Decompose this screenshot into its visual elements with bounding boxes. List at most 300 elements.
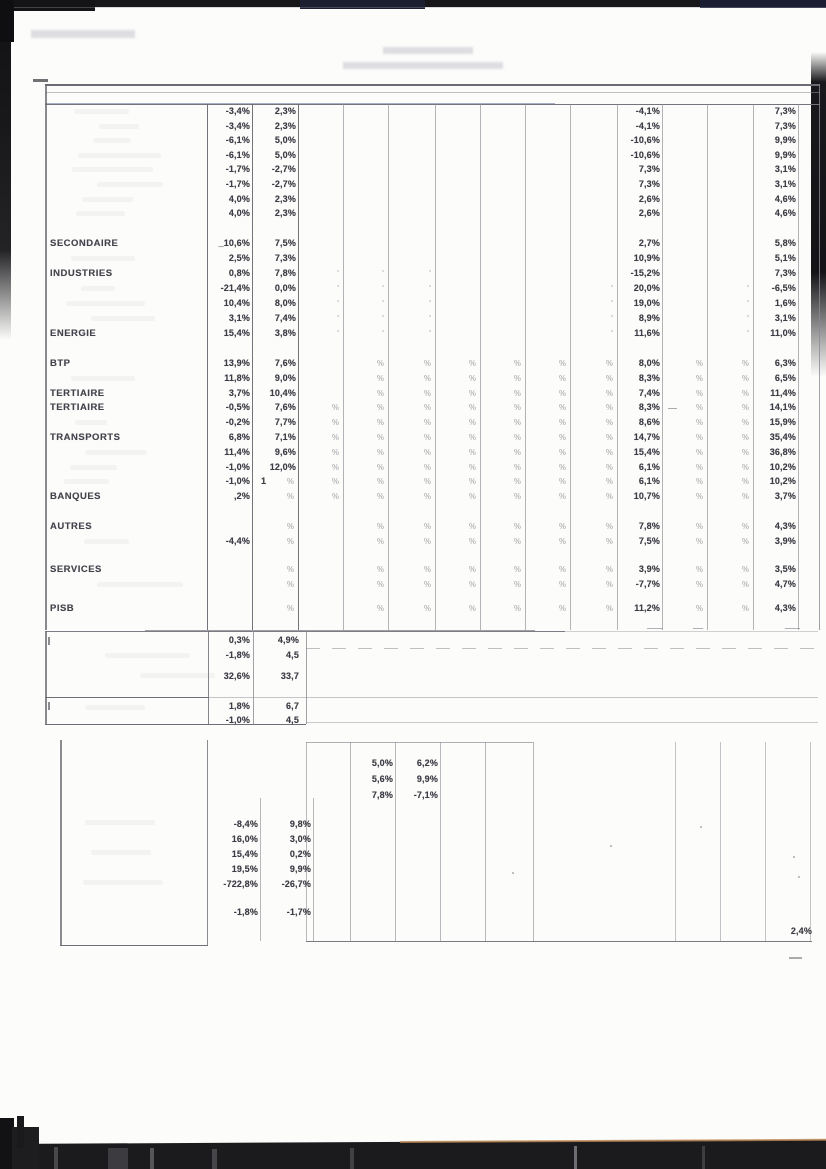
value-cell-col4: 3,1%: [774, 164, 796, 174]
faded-percent-mark: %: [376, 403, 384, 412]
faded-percent-mark: ': [382, 284, 384, 293]
table-row: [45, 327, 820, 341]
faded-percent-mark: ': [382, 314, 384, 323]
value-cell-col2: 8,0%: [274, 298, 296, 308]
value-cell-col4: 4,7%: [774, 579, 796, 589]
faded-percent-mark: %: [468, 522, 476, 531]
summary-value-col1: 1,8%: [228, 701, 250, 711]
value-cell-col4: 6,5%: [774, 373, 796, 383]
table-row: [45, 134, 820, 148]
value-cell-col2: 7,1%: [274, 432, 296, 442]
value-cell-col2: 1: [261, 476, 267, 486]
value-cell-col1: 11,4%: [224, 447, 250, 457]
faded-percent-mark: %: [695, 537, 703, 546]
table-corner-tick: [33, 79, 48, 82]
faded-percent-mark: %: [376, 433, 384, 442]
value-cell-col4: 5,1%: [774, 253, 796, 263]
value-cell-col4: 3,5%: [774, 564, 796, 574]
scan-bottom-tick: [17, 1116, 24, 1148]
value-cell-col4: 11,0%: [770, 328, 796, 338]
faded-percent-mark: %: [695, 418, 703, 427]
value-cell-col4: 15,9%: [769, 417, 796, 427]
faded-percent-mark: %: [605, 418, 613, 427]
value-cell-col4: 3,9%: [774, 536, 796, 546]
scan-bottom-streak: [702, 1146, 705, 1169]
faded-percent-mark: %: [741, 389, 749, 398]
table-row: [45, 282, 820, 296]
faded-percent-mark: %: [605, 604, 613, 613]
summary-row-line: [306, 648, 818, 649]
faded-percent-mark: %: [423, 492, 431, 501]
value-cell-col1: -6,1%: [225, 150, 250, 160]
bottom-left-value-2: 9,9%: [289, 864, 311, 874]
faded-percent-mark: %: [605, 580, 613, 589]
scan-left-strip-top: [0, 0, 14, 42]
table-row: [45, 149, 820, 163]
faded-percent-mark: %: [741, 418, 749, 427]
faded-percent-mark: %: [423, 537, 431, 546]
faded-percent-mark: ': [611, 299, 613, 308]
faded-percent-mark: %: [513, 374, 521, 383]
faded-percent-mark: ': [429, 299, 431, 308]
value-cell-col4: 3,7%: [774, 491, 796, 501]
summary-mid-line-ext: [208, 697, 818, 698]
faded-percent-mark: %: [695, 604, 703, 613]
bottom-mid-value-a: 7,8%: [371, 790, 393, 800]
faded-percent-mark: %: [423, 433, 431, 442]
table-row: [45, 372, 820, 386]
faded-percent-mark: %: [605, 477, 613, 486]
faded-percent-mark: %: [741, 492, 749, 501]
value-cell-col2: 5,0%: [274, 150, 296, 160]
faded-percent-mark: ': [382, 329, 384, 338]
summary-value-col2: 4,9%: [277, 635, 299, 645]
faded-percent-mark: %: [513, 492, 521, 501]
value-cell-col3: 10,9%: [633, 253, 660, 263]
faded-percent-mark: %: [468, 492, 476, 501]
faded-percent-mark: %: [423, 448, 431, 457]
scan-bottom-streak: [150, 1148, 154, 1169]
value-cell-col4: 4,3%: [774, 521, 796, 531]
faded-percent-mark: %: [331, 477, 339, 486]
faded-percent-mark: %: [513, 537, 521, 546]
row-label: AUTRES: [50, 521, 93, 532]
table-row: [45, 602, 820, 616]
bottom-left-row: [45, 863, 365, 877]
faded-row-label: [75, 420, 107, 425]
value-cell-col4: 9,9%: [774, 150, 796, 160]
faded-percent-mark: %: [376, 522, 384, 531]
stray-dash: [789, 957, 802, 959]
bottom-left-value-2: 0,2%: [289, 849, 311, 859]
table-row: [45, 578, 820, 592]
value-cell-col1: 10,4%: [223, 298, 250, 308]
faded-row-label: [91, 316, 155, 321]
value-cell-col2: 9,6%: [274, 447, 296, 457]
faded-percent-mark: %: [376, 565, 384, 574]
faded-percent-mark: %: [468, 565, 476, 574]
faded-percent-mark: %: [558, 418, 566, 427]
faded-percent-mark: %: [376, 448, 384, 457]
faded-percent-mark: %: [331, 403, 339, 412]
faded-percent-mark: %: [423, 463, 431, 472]
faded-percent-mark: %: [695, 580, 703, 589]
bottom-mid-value-a: 5,6%: [371, 774, 393, 784]
faded-percent-mark: %: [423, 477, 431, 486]
faded-percent-mark: %: [468, 448, 476, 457]
value-cell-col1: -4,4%: [225, 536, 250, 546]
value-cell-col3: 20,0%: [633, 283, 660, 293]
bottom-left-row: [45, 833, 365, 847]
value-cell-col4: 7,3%: [774, 106, 796, 116]
value-cell-col4: 3,1%: [774, 179, 796, 189]
faded-percent-mark: ': [337, 299, 339, 308]
table-bottom-border-dash: [693, 628, 703, 629]
row-label: ENERGIE: [50, 328, 97, 339]
faded-row-label: [66, 301, 145, 306]
table-row: [45, 178, 820, 192]
faded-percent-mark: %: [468, 359, 476, 368]
faded-row-label: [82, 197, 133, 202]
bottom-left-row: [45, 878, 365, 892]
scan-top-bar-blob: [0, 0, 95, 11]
summary-value-col1: 32,6%: [223, 671, 250, 681]
value-cell-col4: 36,8%: [769, 447, 796, 457]
faded-percent-mark: ': [747, 314, 749, 323]
faded-percent-mark: %: [376, 580, 384, 589]
faded-percent-mark: %: [558, 448, 566, 457]
value-cell-col1: 4,0%: [228, 208, 250, 218]
value-cell-col2: 3,8%: [274, 328, 296, 338]
faded-percent-mark: %: [468, 463, 476, 472]
summary-top-line: [45, 631, 565, 632]
faded-percent-mark: %: [423, 580, 431, 589]
scan-bottom-streak: [108, 1148, 128, 1169]
row-label: TERTIAIRE: [50, 388, 105, 399]
faded-percent-mark: %: [286, 604, 294, 613]
faded-percent-mark: %: [695, 374, 703, 383]
table-row: [45, 520, 820, 534]
faded-percent-mark: %: [513, 433, 521, 442]
value-cell-col1: 15,4%: [223, 328, 250, 338]
faded-percent-mark: ': [382, 269, 384, 278]
value-cell-col1: -0,2%: [225, 417, 250, 427]
faded-percent-mark: %: [286, 580, 294, 589]
value-cell-col4: 7,3%: [774, 121, 796, 131]
table-row: [45, 193, 820, 207]
value-cell-col1: 13,9%: [223, 358, 250, 368]
bottom-left-value-1: 16,0%: [231, 834, 258, 844]
row-label: TERTIAIRE: [50, 402, 105, 413]
faded-percent-mark: %: [605, 359, 613, 368]
value-cell-col4: 10,2%: [769, 462, 796, 472]
bottom-left-row: [45, 906, 365, 920]
value-cell-col1: 11,8%: [224, 373, 250, 383]
table-row: [45, 446, 820, 460]
table-row: [45, 163, 820, 177]
table-bottom-border-dash: [647, 628, 663, 629]
value-cell-col2: 0,0%: [274, 283, 296, 293]
faded-percent-mark: ': [611, 284, 613, 293]
faded-row-label: [97, 582, 183, 587]
value-cell-col3: 8,3%: [638, 373, 660, 383]
faded-percent-mark: %: [695, 522, 703, 531]
value-cell-col1: _10,6%: [218, 238, 250, 248]
row-label: SERVICES: [50, 564, 102, 575]
faded-percent-mark: %: [376, 537, 384, 546]
value-cell-col1: 3,7%: [228, 388, 250, 398]
value-cell-col2: -2,7%: [271, 179, 296, 189]
faded-percent-mark: ': [337, 314, 339, 323]
value-cell-col4: 14,1%: [769, 402, 796, 412]
faded-percent-mark: %: [468, 477, 476, 486]
summary-section: [45, 631, 820, 731]
value-cell-col1: -1,0%: [225, 462, 250, 472]
faded-row-label: [84, 539, 129, 544]
faded-percent-mark: %: [286, 477, 294, 486]
value-cell-col3: 10,7%: [633, 491, 660, 501]
value-cell-col1: 0,8%: [228, 268, 250, 278]
faded-percent-mark: %: [423, 403, 431, 412]
faded-row-label: [76, 211, 125, 216]
value-cell-col3: 7,3%: [638, 164, 660, 174]
value-cell-col2: -2,7%: [271, 164, 296, 174]
bottom-left-value-1: 19,5%: [231, 864, 258, 874]
bottom-mid-value-b: 6,2%: [416, 758, 438, 768]
faded-percent-mark: %: [331, 492, 339, 501]
faded-percent-mark: %: [695, 463, 703, 472]
faded-percent-mark: %: [741, 522, 749, 531]
faded-percent-mark: %: [376, 389, 384, 398]
value-cell-col4: 1,6%: [774, 298, 796, 308]
bottom-left-value-1: 15,4%: [231, 849, 258, 859]
faded-percent-mark: %: [605, 522, 613, 531]
table-row: [45, 297, 820, 311]
table-row: [45, 416, 820, 430]
faded-row-label: [71, 376, 135, 381]
faded-percent-mark: ': [337, 284, 339, 293]
value-cell-col3: 15,4%: [633, 447, 660, 457]
faded-percent-mark: %: [423, 374, 431, 383]
value-cell-col4: 10,2%: [769, 476, 796, 486]
faded-percent-mark: %: [376, 492, 384, 501]
faded-percent-mark: %: [376, 463, 384, 472]
value-cell-col2: 7,8%: [274, 268, 296, 278]
table-row: [45, 490, 820, 504]
row-label: PISB: [50, 603, 75, 614]
value-cell-col2: 7,6%: [274, 358, 296, 368]
faded-percent-mark: %: [513, 403, 521, 412]
faded-percent-mark: %: [741, 403, 749, 412]
bottom-grid-line-right: [675, 742, 676, 941]
bottom-box-bottom: [60, 945, 208, 946]
table-row: [45, 267, 820, 281]
faded-percent-mark: %: [468, 403, 476, 412]
value-cell-col1: -21,4%: [220, 283, 250, 293]
value-cell-col1: -3,4%: [225, 121, 250, 131]
summary-row: [45, 700, 345, 714]
bottom-grid-top: [306, 742, 533, 743]
faded-percent-mark: %: [513, 565, 521, 574]
faded-percent-mark: %: [605, 492, 613, 501]
value-cell-col3: 14,7%: [633, 432, 660, 442]
stray-speck: [798, 876, 800, 878]
faded-percent-mark: %: [741, 537, 749, 546]
row-label: SECONDAIRE: [50, 238, 119, 249]
value-cell-col1: 3,1%: [228, 313, 250, 323]
bottom-mid-value-a: 5,0%: [371, 758, 393, 768]
faded-percent-mark: %: [605, 403, 613, 412]
value-cell-col1: 4,0%: [228, 194, 250, 204]
faded-percent-mark: %: [468, 580, 476, 589]
summary-mid-line: [45, 697, 208, 698]
value-cell-col2: 2,3%: [274, 194, 296, 204]
faded-percent-mark: %: [331, 448, 339, 457]
value-cell-col2: 5,0%: [274, 135, 296, 145]
bottom-left-value-1: -8,4%: [233, 819, 258, 829]
bottom-grid-line: [440, 742, 441, 941]
value-cell-col2: 2,3%: [274, 121, 296, 131]
faded-percent-mark: %: [605, 389, 613, 398]
faded-percent-mark: %: [513, 418, 521, 427]
faded-percent-mark: %: [423, 565, 431, 574]
faded-percent-mark: %: [286, 522, 294, 531]
value-cell-col4: 6,3%: [774, 358, 796, 368]
bottom-grid-line-right: [810, 742, 811, 941]
table-top-border-2: [45, 92, 820, 93]
scan-left-strip: [0, 0, 11, 340]
faded-percent-mark: %: [695, 433, 703, 442]
value-cell-col3: 2,6%: [638, 194, 660, 204]
faded-percent-mark: ': [337, 329, 339, 338]
faded-percent-mark: %: [558, 565, 566, 574]
value-cell-col3: -4,1%: [635, 106, 660, 116]
faded-percent-mark: %: [695, 565, 703, 574]
value-cell-col1: -0,5%: [225, 402, 250, 412]
faded-percent-mark: %: [286, 537, 294, 546]
faded-row-label: [74, 109, 129, 114]
faded-percent-mark: ': [382, 299, 384, 308]
value-cell-col4: 3,1%: [774, 313, 796, 323]
faded-percent-mark: %: [605, 537, 613, 546]
faded-percent-mark: %: [741, 374, 749, 383]
faded-row-label: [72, 167, 153, 172]
value-cell-col1: -6,1%: [225, 135, 250, 145]
bottom-left-value-1: -722,8%: [223, 879, 258, 889]
value-cell-col2: 2,3%: [274, 208, 296, 218]
faded-percent-mark: %: [558, 492, 566, 501]
value-cell-col3: 6,1%: [638, 462, 660, 472]
faded-percent-mark: %: [513, 448, 521, 457]
summary-row: [45, 714, 345, 728]
value-cell-col1: -1,0%: [225, 476, 250, 486]
faded-percent-mark: %: [558, 403, 566, 412]
table-top-border: [45, 84, 820, 86]
value-cell-col2: 2,3%: [274, 106, 296, 116]
row-label: BANQUES: [50, 491, 102, 502]
value-cell-col1: -3,4%: [225, 106, 250, 116]
table-row: [45, 312, 820, 326]
table-row: [45, 461, 820, 475]
faded-percent-mark: %: [376, 418, 384, 427]
faded-row-label: [97, 182, 163, 187]
summary-value-col2: 4,5: [286, 650, 299, 660]
value-cell-col3: 7,4%: [638, 388, 660, 398]
faded-percent-mark: %: [695, 389, 703, 398]
bottom-mid-row: [45, 773, 495, 787]
value-cell-col4: 7,3%: [774, 268, 796, 278]
value-cell-col3: -4,1%: [635, 121, 660, 131]
faded-percent-mark: %: [558, 389, 566, 398]
faded-row-label: [93, 138, 131, 143]
faded-row-label: [64, 479, 109, 484]
value-cell-col3: 8,3%: [638, 402, 660, 412]
value-cell-col4: 9,9%: [774, 135, 796, 145]
faded-percent-mark: %: [331, 463, 339, 472]
table-row: [45, 207, 820, 221]
summary-bottom-line-ext: [306, 722, 818, 723]
faded-percent-mark: ': [611, 314, 613, 323]
faded-percent-mark: %: [558, 359, 566, 368]
value-cell-col3: 8,9%: [638, 313, 660, 323]
summary-row: [45, 670, 345, 684]
faded-percent-mark: %: [468, 433, 476, 442]
faded-percent-mark: ': [747, 329, 749, 338]
value-cell-col3: 6,1%: [638, 476, 660, 486]
value-cell-col2: 10,4%: [269, 388, 296, 398]
table-row: [45, 237, 820, 251]
faded-percent-mark: ': [747, 284, 749, 293]
stray-speck: [700, 826, 702, 828]
value-cell-col3: 8,0%: [638, 358, 660, 368]
bottom-left-value-2: 9,8%: [289, 819, 311, 829]
faded-percent-mark: %: [695, 403, 703, 412]
faded-percent-mark: %: [741, 448, 749, 457]
faded-percent-mark: %: [695, 492, 703, 501]
faded-row-label: [85, 450, 147, 455]
faded-percent-mark: %: [741, 580, 749, 589]
faded-percent-mark: ': [429, 284, 431, 293]
value-cell-col3: 3,9%: [638, 564, 660, 574]
faded-percent-mark: %: [605, 463, 613, 472]
value-cell-col3: 7,5%: [638, 536, 660, 546]
bottom-grid-line-right: [765, 742, 766, 941]
value-cell-col4: -6,5%: [771, 283, 796, 293]
faded-percent-mark: %: [513, 604, 521, 613]
faded-percent-mark: %: [741, 565, 749, 574]
faded-percent-mark: %: [695, 448, 703, 457]
faded-row-label: [78, 153, 161, 158]
faded-row-label: [71, 256, 135, 261]
value-cell-col4: 4,3%: [774, 603, 796, 613]
faded-percent-mark: %: [741, 463, 749, 472]
faded-percent-mark: ': [747, 299, 749, 308]
faded-header-mark: [31, 30, 135, 38]
bottom-grid-line: [485, 742, 486, 941]
value-cell-col4: 4,6%: [774, 194, 796, 204]
table-row: [45, 387, 820, 401]
faded-percent-mark: %: [286, 492, 294, 501]
faded-percent-mark: %: [741, 359, 749, 368]
scan-top-bar-fade: [0, 7, 826, 8]
faded-percent-mark: %: [376, 374, 384, 383]
faded-percent-mark: ': [429, 269, 431, 278]
faded-percent-mark: %: [513, 389, 521, 398]
faded-percent-mark: %: [513, 359, 521, 368]
table-row: [45, 252, 820, 266]
main-data-table: [45, 84, 820, 632]
faded-percent-mark: %: [468, 389, 476, 398]
